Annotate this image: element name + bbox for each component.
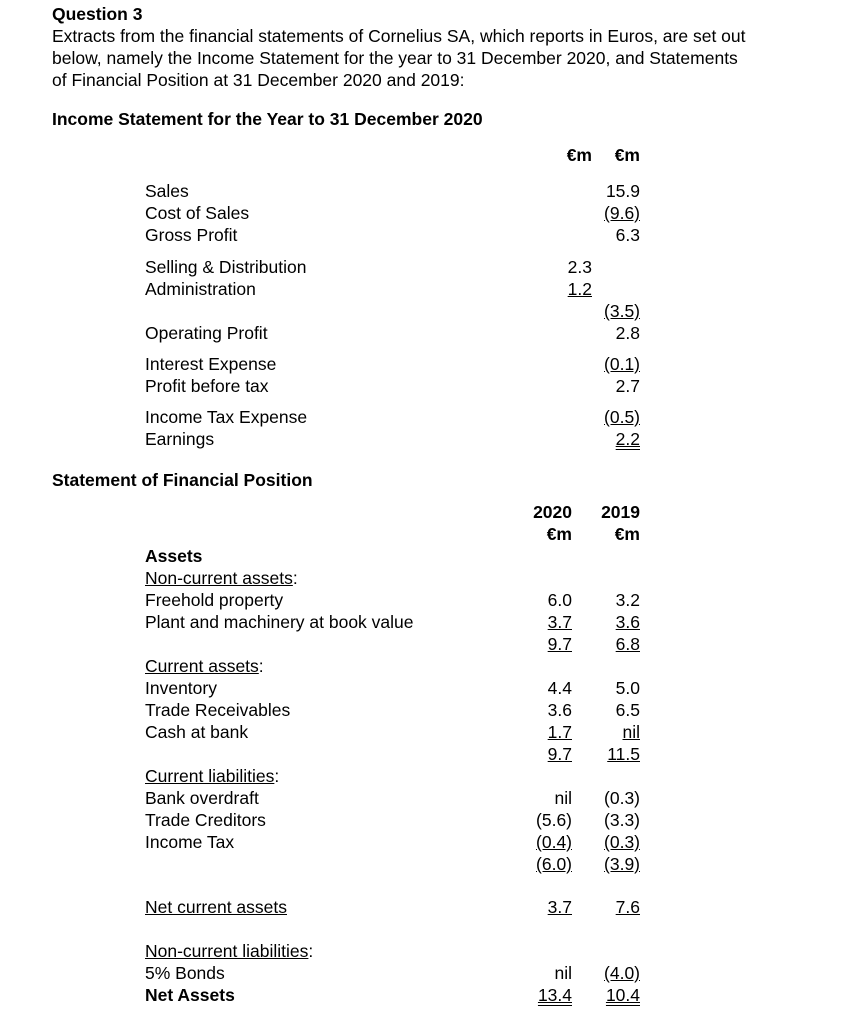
income-col2-header: €m bbox=[614, 145, 640, 165]
income-label-admin: Administration bbox=[145, 279, 256, 299]
sofp-nca-label-text: Non-current assets bbox=[145, 568, 293, 588]
income-label-interest: Interest Expense bbox=[145, 354, 277, 374]
income-value-earnings: 2.2 bbox=[615, 429, 640, 449]
sofp-label-inventory: Inventory bbox=[145, 678, 217, 698]
sofp-net-current-assets-2019: 7.6 bbox=[615, 897, 640, 917]
income-label-sd: Selling & Distribution bbox=[145, 257, 307, 277]
intro-line-2: below, namely the Income Statement for the year to 31 December 2020, and Statements bbox=[52, 48, 738, 68]
sofp-creditors-2019: (3.3) bbox=[604, 810, 640, 830]
question-title: Question 3 bbox=[52, 4, 143, 24]
sofp-net-current-assets-2020: 3.7 bbox=[547, 897, 572, 917]
sofp-inventory-2020: 4.4 bbox=[547, 678, 572, 698]
income-value-gp: 6.3 bbox=[615, 225, 640, 245]
sofp-label-cash: Cash at bank bbox=[145, 722, 249, 742]
sofp-plant-2020: 3.7 bbox=[547, 612, 572, 632]
sofp-cl-total-2020: (6.0) bbox=[536, 854, 572, 874]
sofp-cl-total-2019: (3.9) bbox=[604, 854, 640, 874]
sofp-ca-total-2020: 9.7 bbox=[547, 744, 572, 764]
income-col1-header: €m bbox=[566, 145, 592, 165]
sofp-cash-2019: nil bbox=[622, 722, 640, 742]
sofp-net-assets-2019: 10.4 bbox=[605, 985, 640, 1005]
income-label-sales: Sales bbox=[145, 181, 189, 201]
income-value-pbt: 2.7 bbox=[615, 376, 640, 396]
income-value-cos: (9.6) bbox=[604, 203, 640, 223]
sofp-cl-label-text: Current liabilities bbox=[145, 766, 275, 786]
income-value-sales: 15.9 bbox=[605, 181, 640, 201]
sofp-ca-label-text: Current assets bbox=[145, 656, 259, 676]
income-value-sd: 2.3 bbox=[567, 257, 592, 277]
sofp-ca-total-2019: 11.5 bbox=[607, 744, 640, 764]
sofp-nca-total-2019: 6.8 bbox=[615, 634, 640, 654]
income-value-expenses-total: (3.5) bbox=[604, 301, 640, 321]
sofp-year-2020: 2020 bbox=[533, 502, 572, 522]
sofp-label-plant: Plant and machinery at book value bbox=[145, 612, 414, 632]
sofp-ncl-label: Non-current liabilities: bbox=[145, 941, 314, 961]
sofp-nca-label: Non-current assets: bbox=[145, 568, 298, 588]
sofp-nca-total-2020: 9.7 bbox=[547, 634, 572, 654]
sofp-label-receivables: Trade Receivables bbox=[145, 700, 291, 720]
sofp-assets-heading: Assets bbox=[145, 546, 203, 566]
income-value-admin: 1.2 bbox=[567, 279, 592, 299]
sofp-net-assets-2020: 13.4 bbox=[537, 985, 572, 1005]
sofp-freehold-2020: 6.0 bbox=[547, 590, 572, 610]
sofp-currency-2019: €m bbox=[614, 524, 640, 544]
sofp-label-incometax: Income Tax bbox=[145, 832, 235, 852]
income-statement-heading: Income Statement for the Year to 31 December 2020 bbox=[52, 109, 483, 129]
intro-line-1: Extracts from the financial statements of Cornelius SA, which reports in Euros, are set out bbox=[52, 26, 746, 46]
income-label-cos: Cost of Sales bbox=[145, 203, 250, 223]
sofp-receivables-2020: 3.6 bbox=[547, 700, 572, 720]
income-label-pbt: Profit before tax bbox=[145, 376, 269, 396]
sofp-freehold-2019: 3.2 bbox=[615, 590, 640, 610]
income-value-interest: (0.1) bbox=[604, 354, 640, 374]
sofp-overdraft-2020: nil bbox=[554, 788, 572, 808]
sofp-bonds-2019: (4.0) bbox=[604, 963, 640, 983]
sofp-ca-label: Current assets: bbox=[145, 656, 264, 676]
sofp-incometax-2020: (0.4) bbox=[536, 832, 572, 852]
sofp-receivables-2019: 6.5 bbox=[615, 700, 640, 720]
income-value-tax: (0.5) bbox=[604, 407, 640, 427]
sofp-bonds-2020: nil bbox=[554, 963, 572, 983]
sofp-cash-2020: 1.7 bbox=[547, 722, 572, 742]
income-label-op: Operating Profit bbox=[145, 323, 268, 343]
sofp-label-creditors: Trade Creditors bbox=[145, 810, 266, 830]
sofp-plant-2019: 3.6 bbox=[615, 612, 640, 632]
sofp-label-freehold: Freehold property bbox=[145, 590, 284, 610]
sofp-incometax-2019: (0.3) bbox=[604, 832, 640, 852]
sofp-creditors-2020: (5.6) bbox=[536, 810, 572, 830]
intro-line-3: of Financial Position at 31 December 2020 and 2019: bbox=[52, 70, 465, 90]
income-value-op: 2.8 bbox=[615, 323, 640, 343]
sofp-label-bonds: 5% Bonds bbox=[145, 963, 225, 983]
sofp-inventory-2019: 5.0 bbox=[615, 678, 640, 698]
sofp-label-net-current-assets: Net current assets bbox=[145, 897, 287, 917]
sofp-cl-label: Current liabilities: bbox=[145, 766, 280, 786]
sofp-overdraft-2019: (0.3) bbox=[604, 788, 640, 808]
income-label-gp: Gross Profit bbox=[145, 225, 238, 245]
sofp-currency-2020: €m bbox=[546, 524, 572, 544]
sofp-heading: Statement of Financial Position bbox=[52, 470, 313, 490]
income-label-earnings: Earnings bbox=[145, 429, 215, 449]
sofp-label-overdraft: Bank overdraft bbox=[145, 788, 259, 808]
sofp-year-2019: 2019 bbox=[601, 502, 640, 522]
income-label-tax: Income Tax Expense bbox=[145, 407, 308, 427]
sofp-ncl-label-text: Non-current liabilities bbox=[145, 941, 309, 961]
sofp-label-net-assets: Net Assets bbox=[145, 985, 235, 1005]
